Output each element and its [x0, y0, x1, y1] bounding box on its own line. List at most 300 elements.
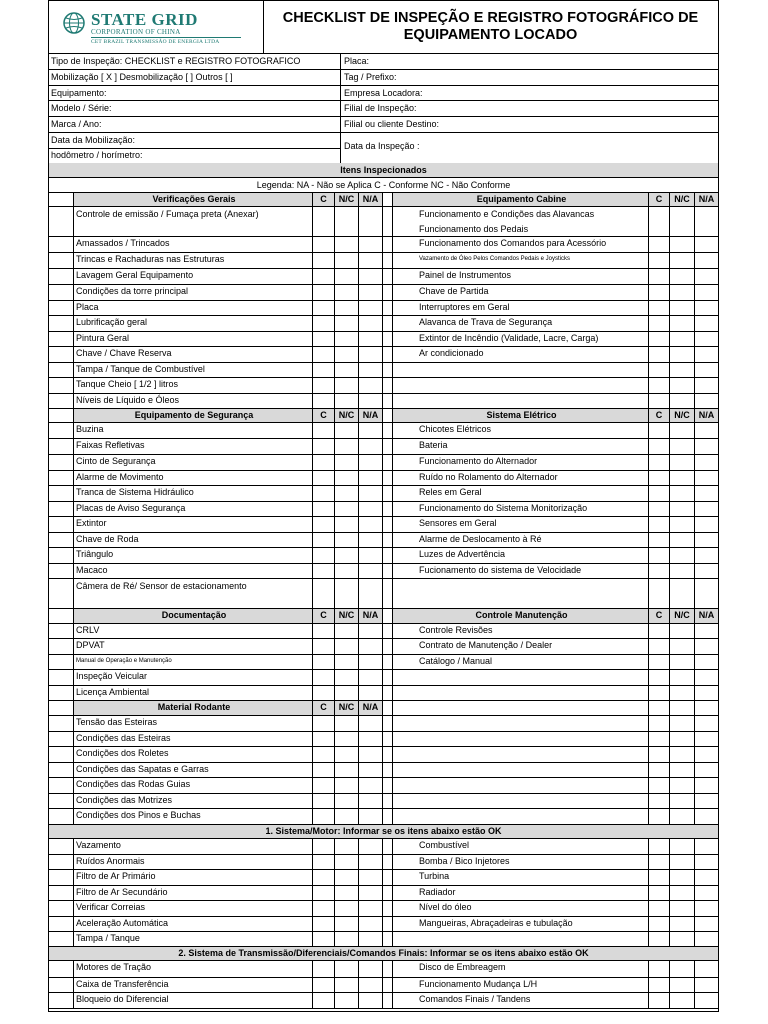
check-na[interactable] — [695, 285, 718, 300]
check-nc[interactable] — [335, 394, 359, 408]
check-nc[interactable] — [335, 639, 359, 654]
check-c[interactable] — [313, 439, 335, 454]
check-na[interactable] — [695, 269, 718, 284]
check-nc[interactable] — [670, 670, 695, 685]
check-na[interactable] — [359, 423, 383, 438]
check-c[interactable] — [649, 439, 670, 454]
row-indent — [393, 237, 417, 252]
check-c[interactable] — [313, 639, 335, 654]
check-nc[interactable] — [670, 917, 695, 931]
check-nc[interactable] — [335, 269, 359, 284]
check-c[interactable] — [313, 502, 335, 516]
check-c[interactable] — [313, 471, 335, 485]
check-na[interactable] — [359, 269, 383, 284]
check-na[interactable] — [695, 870, 718, 885]
check-nc[interactable] — [670, 564, 695, 578]
check-na[interactable] — [695, 993, 718, 1008]
check-c[interactable] — [313, 486, 335, 501]
check-na[interactable] — [695, 301, 718, 315]
check-c[interactable] — [649, 533, 670, 547]
check-na[interactable] — [359, 486, 383, 501]
check-c[interactable] — [313, 961, 335, 977]
check-na[interactable] — [695, 363, 718, 377]
check-na[interactable] — [359, 253, 383, 268]
check-c[interactable] — [649, 809, 670, 824]
check-nc[interactable] — [335, 332, 359, 346]
check-na[interactable] — [359, 579, 383, 608]
check-na[interactable] — [359, 517, 383, 532]
check-nc[interactable] — [670, 579, 695, 608]
check-c[interactable] — [649, 978, 670, 992]
check-na[interactable] — [695, 839, 718, 854]
check-nc[interactable] — [335, 486, 359, 501]
check-na[interactable] — [695, 901, 718, 916]
check-na[interactable] — [359, 363, 383, 377]
check-na[interactable] — [695, 716, 718, 731]
check-na[interactable] — [695, 207, 718, 236]
check-na[interactable] — [359, 332, 383, 346]
check-c[interactable] — [649, 686, 670, 700]
check-na[interactable] — [359, 455, 383, 470]
check-c[interactable] — [313, 564, 335, 578]
check-c[interactable] — [649, 855, 670, 869]
check-na[interactable] — [695, 686, 718, 700]
check-c[interactable] — [313, 378, 335, 393]
check-c[interactable] — [313, 886, 335, 900]
check-c[interactable] — [313, 579, 335, 608]
check-na[interactable] — [359, 564, 383, 578]
check-na[interactable] — [359, 870, 383, 885]
check-na[interactable] — [359, 378, 383, 393]
check-c[interactable] — [313, 716, 335, 731]
check-nc[interactable] — [670, 502, 695, 516]
check-c[interactable] — [649, 732, 670, 746]
check-c[interactable] — [649, 285, 670, 300]
check-na[interactable] — [359, 285, 383, 300]
check-na[interactable] — [359, 993, 383, 1008]
check-c[interactable] — [313, 932, 335, 946]
check-c[interactable] — [649, 917, 670, 931]
check-nc[interactable] — [670, 316, 695, 331]
check-nc[interactable] — [670, 624, 695, 638]
check-c[interactable] — [649, 870, 670, 885]
check-nc[interactable] — [670, 794, 695, 808]
check-na[interactable] — [695, 439, 718, 454]
check-nc[interactable] — [670, 486, 695, 501]
check-nc[interactable] — [335, 839, 359, 854]
check-c[interactable] — [649, 961, 670, 977]
check-na[interactable] — [695, 794, 718, 808]
check-nc[interactable] — [670, 716, 695, 731]
check-c[interactable] — [649, 993, 670, 1008]
check-nc[interactable] — [670, 978, 695, 992]
check-c[interactable] — [649, 670, 670, 685]
row-margin — [49, 778, 74, 793]
check-nc[interactable] — [335, 439, 359, 454]
check-nc[interactable] — [335, 961, 359, 977]
check-nc[interactable] — [670, 207, 695, 236]
check-na[interactable] — [695, 378, 718, 393]
check-c[interactable] — [649, 639, 670, 654]
check-na[interactable] — [359, 237, 383, 252]
check-na[interactable] — [695, 471, 718, 485]
check-c[interactable] — [649, 347, 670, 362]
check-na[interactable] — [695, 455, 718, 470]
check-nc[interactable] — [335, 794, 359, 808]
check-na[interactable] — [359, 394, 383, 408]
check-na[interactable] — [359, 471, 383, 485]
check-c[interactable] — [649, 332, 670, 346]
check-c[interactable] — [649, 548, 670, 563]
table-row — [49, 670, 718, 686]
check-c[interactable] — [649, 716, 670, 731]
check-nc[interactable] — [670, 301, 695, 315]
check-nc[interactable] — [335, 207, 359, 236]
check-nc[interactable] — [335, 747, 359, 762]
check-c[interactable] — [313, 839, 335, 854]
check-nc[interactable] — [335, 655, 359, 669]
row-margin — [49, 747, 74, 762]
check-na[interactable] — [695, 423, 718, 438]
check-na[interactable] — [359, 961, 383, 977]
check-nc[interactable] — [335, 285, 359, 300]
check-c[interactable] — [313, 285, 335, 300]
check-nc[interactable] — [335, 316, 359, 331]
info-filial-inspecao: Filial de Inspeção: — [344, 104, 417, 113]
check-nc[interactable] — [335, 363, 359, 377]
check-c[interactable] — [313, 794, 335, 808]
check-na[interactable] — [695, 655, 718, 669]
check-na[interactable] — [359, 716, 383, 731]
check-nc[interactable] — [335, 993, 359, 1008]
check-c[interactable] — [313, 301, 335, 315]
check-c[interactable] — [649, 701, 670, 715]
row-indent — [393, 870, 417, 885]
check-c[interactable] — [313, 732, 335, 746]
check-c[interactable] — [649, 502, 670, 516]
check-c[interactable] — [649, 839, 670, 854]
check-na[interactable] — [695, 747, 718, 762]
item-label: Chave / Chave Reserva — [74, 347, 313, 362]
check-nc[interactable] — [670, 285, 695, 300]
check-na[interactable] — [359, 316, 383, 331]
check-na[interactable] — [695, 732, 718, 746]
check-c[interactable] — [649, 253, 670, 268]
check-c[interactable] — [649, 763, 670, 777]
info-filial-destino: Filial ou cliente Destino: — [344, 120, 440, 129]
item-label: Interruptores em Geral — [417, 301, 649, 315]
check-nc[interactable] — [335, 517, 359, 532]
check-nc[interactable] — [335, 347, 359, 362]
check-na[interactable] — [695, 624, 718, 638]
check-c[interactable] — [649, 363, 670, 377]
check-nc[interactable] — [670, 870, 695, 885]
table-row — [49, 732, 718, 747]
check-c[interactable] — [649, 564, 670, 578]
check-nc[interactable] — [335, 855, 359, 869]
check-c[interactable] — [649, 794, 670, 808]
check-nc[interactable] — [670, 394, 695, 408]
check-na[interactable] — [695, 548, 718, 563]
check-na[interactable] — [359, 686, 383, 700]
check-na[interactable] — [359, 732, 383, 746]
check-c[interactable] — [313, 917, 335, 931]
check-c[interactable] — [313, 686, 335, 700]
check-c[interactable] — [313, 394, 335, 408]
check-c[interactable] — [313, 763, 335, 777]
check-na[interactable] — [695, 809, 718, 824]
check-c[interactable] — [313, 253, 335, 268]
check-na[interactable] — [695, 961, 718, 977]
check-nc[interactable] — [670, 363, 695, 377]
check-nc[interactable] — [335, 624, 359, 638]
check-na[interactable] — [359, 778, 383, 793]
check-na[interactable] — [359, 655, 383, 669]
check-na[interactable] — [695, 533, 718, 547]
check-na[interactable] — [695, 394, 718, 408]
check-na[interactable] — [359, 347, 383, 362]
row-indent — [393, 285, 417, 300]
check-c[interactable] — [649, 517, 670, 532]
check-nc[interactable] — [335, 579, 359, 608]
check-c[interactable] — [313, 778, 335, 793]
check-c[interactable] — [313, 237, 335, 252]
check-c[interactable] — [649, 747, 670, 762]
check-nc[interactable] — [335, 502, 359, 516]
check-c[interactable] — [649, 486, 670, 501]
check-na[interactable] — [359, 533, 383, 547]
check-nc[interactable] — [670, 839, 695, 854]
check-na[interactable] — [359, 839, 383, 854]
check-c[interactable] — [313, 855, 335, 869]
check-c[interactable] — [313, 978, 335, 992]
check-nc[interactable] — [335, 686, 359, 700]
check-c[interactable] — [313, 269, 335, 284]
check-nc[interactable] — [670, 961, 695, 977]
check-nc[interactable] — [335, 471, 359, 485]
check-c[interactable] — [649, 471, 670, 485]
row-margin — [49, 993, 74, 1008]
check-na[interactable] — [359, 978, 383, 992]
check-nc[interactable] — [670, 378, 695, 393]
check-nc[interactable] — [670, 993, 695, 1008]
check-na[interactable] — [359, 932, 383, 946]
row-margin — [49, 716, 74, 731]
check-nc[interactable] — [335, 533, 359, 547]
check-nc[interactable] — [670, 253, 695, 268]
check-na[interactable] — [359, 548, 383, 563]
check-na[interactable] — [359, 886, 383, 900]
check-nc[interactable] — [335, 917, 359, 931]
row-gap — [383, 901, 393, 916]
check-c[interactable] — [649, 778, 670, 793]
check-c[interactable] — [313, 993, 335, 1008]
check-c[interactable] — [313, 207, 335, 236]
check-na[interactable] — [359, 670, 383, 685]
check-nc[interactable] — [335, 870, 359, 885]
check-nc[interactable] — [335, 670, 359, 685]
check-na[interactable] — [359, 917, 383, 931]
check-c[interactable] — [313, 747, 335, 762]
check-c[interactable] — [649, 301, 670, 315]
check-na[interactable] — [695, 778, 718, 793]
check-na[interactable] — [695, 855, 718, 869]
check-na[interactable] — [359, 855, 383, 869]
check-na[interactable] — [695, 932, 718, 946]
check-c[interactable] — [313, 517, 335, 532]
check-nc[interactable] — [670, 701, 695, 715]
row-indent — [393, 701, 417, 715]
check-nc[interactable] — [670, 747, 695, 762]
check-nc[interactable] — [670, 763, 695, 777]
check-nc[interactable] — [670, 332, 695, 346]
check-c[interactable] — [649, 886, 670, 900]
check-c[interactable] — [649, 655, 670, 669]
row-gap — [383, 502, 393, 516]
check-na[interactable] — [359, 301, 383, 315]
check-nc[interactable] — [670, 809, 695, 824]
check-c[interactable] — [313, 901, 335, 916]
check-na[interactable] — [359, 639, 383, 654]
check-nc[interactable] — [670, 655, 695, 669]
check-c[interactable] — [313, 533, 335, 547]
check-na[interactable] — [695, 763, 718, 777]
check-na[interactable] — [695, 917, 718, 931]
check-na[interactable] — [695, 564, 718, 578]
check-nc[interactable] — [670, 932, 695, 946]
check-c[interactable] — [649, 394, 670, 408]
check-nc[interactable] — [335, 809, 359, 824]
check-na[interactable] — [359, 763, 383, 777]
check-nc[interactable] — [335, 564, 359, 578]
check-nc[interactable] — [335, 978, 359, 992]
check-nc[interactable] — [335, 732, 359, 746]
check-c[interactable] — [649, 378, 670, 393]
check-c[interactable] — [313, 548, 335, 563]
check-na[interactable] — [695, 639, 718, 654]
check-c[interactable] — [649, 423, 670, 438]
check-na[interactable] — [695, 978, 718, 992]
check-nc[interactable] — [670, 237, 695, 252]
check-c[interactable] — [313, 347, 335, 362]
section-title-right: Equipamento Cabine — [393, 193, 649, 206]
check-na[interactable] — [359, 624, 383, 638]
check-nc[interactable] — [670, 471, 695, 485]
check-c[interactable] — [313, 870, 335, 885]
check-nc[interactable] — [335, 901, 359, 916]
check-nc[interactable] — [670, 517, 695, 532]
check-na[interactable] — [695, 701, 718, 715]
check-nc[interactable] — [670, 778, 695, 793]
check-nc[interactable] — [670, 269, 695, 284]
row-gap — [383, 778, 393, 793]
table-row — [49, 794, 718, 809]
check-na[interactable] — [359, 794, 383, 808]
check-na[interactable] — [695, 347, 718, 362]
check-c[interactable] — [313, 670, 335, 685]
check-c[interactable] — [313, 423, 335, 438]
check-c[interactable] — [649, 237, 670, 252]
check-c[interactable] — [313, 655, 335, 669]
check-nc[interactable] — [335, 763, 359, 777]
check-c[interactable] — [649, 901, 670, 916]
check-nc[interactable] — [335, 378, 359, 393]
check-na[interactable] — [359, 747, 383, 762]
check-c[interactable] — [313, 809, 335, 824]
check-na[interactable] — [695, 579, 718, 608]
check-nc[interactable] — [335, 237, 359, 252]
check-na[interactable] — [359, 809, 383, 824]
col-na-header: N/A — [695, 409, 718, 422]
check-nc[interactable] — [335, 716, 359, 731]
check-nc[interactable] — [670, 639, 695, 654]
check-nc[interactable] — [670, 455, 695, 470]
check-nc[interactable] — [670, 347, 695, 362]
check-nc[interactable] — [670, 732, 695, 746]
check-nc[interactable] — [335, 301, 359, 315]
check-c[interactable] — [649, 316, 670, 331]
check-nc[interactable] — [335, 548, 359, 563]
check-c[interactable] — [649, 932, 670, 946]
check-na[interactable] — [695, 486, 718, 501]
legend: Legenda: NA - Não se Aplica C - Conforme NC - Não Conforme — [49, 178, 718, 193]
check-nc[interactable] — [670, 533, 695, 547]
check-na[interactable] — [359, 207, 383, 236]
check-na[interactable] — [695, 517, 718, 532]
check-nc[interactable] — [670, 548, 695, 563]
check-nc[interactable] — [670, 886, 695, 900]
check-nc[interactable] — [670, 686, 695, 700]
item-label: Filtro de Ar Primário — [74, 870, 313, 885]
check-na[interactable] — [695, 670, 718, 685]
check-c[interactable] — [649, 579, 670, 608]
check-nc[interactable] — [335, 455, 359, 470]
check-nc[interactable] — [335, 886, 359, 900]
check-nc[interactable] — [670, 423, 695, 438]
check-na[interactable] — [695, 332, 718, 346]
check-nc[interactable] — [335, 423, 359, 438]
check-nc[interactable] — [335, 932, 359, 946]
check-na[interactable] — [359, 502, 383, 516]
check-na[interactable] — [359, 901, 383, 916]
check-c[interactable] — [313, 455, 335, 470]
check-nc[interactable] — [670, 855, 695, 869]
row-gap — [383, 423, 393, 438]
check-na[interactable] — [695, 502, 718, 516]
check-c[interactable] — [313, 624, 335, 638]
check-nc[interactable] — [670, 439, 695, 454]
check-na[interactable] — [695, 237, 718, 252]
check-c[interactable] — [649, 455, 670, 470]
check-c[interactable] — [313, 332, 335, 346]
check-na[interactable] — [695, 886, 718, 900]
item-label — [417, 579, 649, 608]
check-nc[interactable] — [670, 901, 695, 916]
check-c[interactable] — [649, 207, 670, 236]
check-nc[interactable] — [335, 253, 359, 268]
check-nc[interactable] — [335, 778, 359, 793]
check-na[interactable] — [695, 316, 718, 331]
check-c[interactable] — [313, 363, 335, 377]
equipment-info — [49, 53, 718, 164]
check-c[interactable] — [649, 624, 670, 638]
check-na[interactable] — [359, 439, 383, 454]
row-indent — [393, 778, 417, 793]
check-c[interactable] — [649, 269, 670, 284]
check-na[interactable] — [695, 253, 718, 268]
check-c[interactable] — [313, 316, 335, 331]
info-modelo-serie: Modelo / Série: — [51, 104, 112, 113]
